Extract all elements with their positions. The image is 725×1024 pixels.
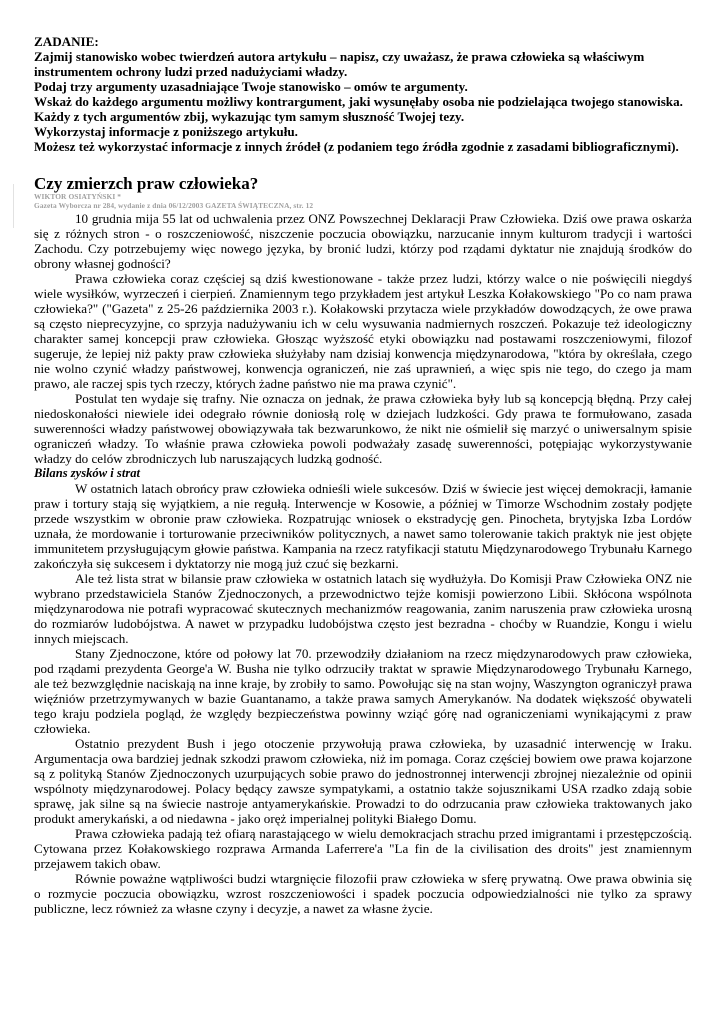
paragraph: Prawa człowieka padają też ofiarą narastającego w wielu demokracjach strachu przed imigrantami i przestępczością. Cytowana przez Kołakowskiego rozprawa Armanda Laferrere'a "La fin de la civilisation des droits" jest znamiennym przejawem takich obaw.: [34, 826, 692, 872]
article: [34, 174, 692, 916]
task-line-4: Każdy z tych argumentów zbij, wykazując tym samym słuszność Twojej tezy.: [34, 109, 465, 124]
paragraph: Postulat ten wydaje się trafny. Nie oznacza on jednak, że prawa człowieka były lub są koncepcją błędną. Przy całej niedoskonałości niewiele idei odegrało równie doniosłą rolę w dziejach ludzkości. Gdy prawa te formułowano, zasada suwerenności władzy państwowej obowiązywała tak bezwarunkowo, że nikt nie ośmielił się marzyć o uniwersalnym spisie ograniczeń władzy. To właśnie prawa człowieka powoli podważały zasadę suwerenności, potępiając wykorzystywanie władzy do celów zbrodniczych lub naruszających ludzką godność.: [34, 391, 692, 467]
article-source: Gazeta Wyborcza nr 284, wydanie z dnia 06/12/2003 GAZETA ŚWIĄTECZNA, str. 12: [34, 200, 314, 210]
document-page: [34, 34, 692, 916]
paragraph: Równie poważne wątpliwości budzi wtargnięcie filozofii praw człowieka w sferę prywatną. Owe prawa obwinia się o rozmycie poczucia obowiązku, wzrost roszczeniowości i spadek poczucia odpowiedzialności nie tylko za sprawy publiczne, lecz również za własne czyny i decyzje, a nawet za własne życie.: [34, 871, 692, 917]
task-line-6: Możesz też wykorzystać informacje z innych źródeł (z podaniem tego źródła zgodnie z zasadami bibliograficznymi).: [34, 139, 679, 154]
paragraph: Stany Zjednoczone, które od połowy lat 70. przewodziły działaniom na rzecz międzynarodowych praw człowieka, pod rządami prezydenta George'a W. Busha nie tylko odrzuciły traktat w sprawie Międzynarodowego Trybunału Karnego, ale też bezwzględnie naciskają na inne kraje, by zrobiły to samo. Powołując się na stan wojny, Waszyngton ograniczył prawa więźniów przetrzymywanych w bazie Guantanamo, a także prawa samych Amerykanów. Na dodatek większość obywateli tego kraju podziela pogląd, że względy bezpieczeństwa powinny wziąć górę nad ograniczeniami wynikającymi z praw człowieka.: [34, 646, 692, 737]
article-body: [34, 211, 692, 916]
task-line-3: Wskaż do każdego argumentu możliwy kontrargument, jaki wysunęłaby osoba nie podzielająca twojego stanowiska.: [34, 94, 683, 109]
task-section: [34, 34, 692, 154]
task-line-1: Zajmij stanowisko wobec twierdzeń autora artykułu – napisz, czy uważasz, że prawa człowieka są właściwym instrumentem ochrony ludzi przed nadużyciami władzy.: [34, 49, 645, 79]
task-heading: ZADANIE:: [34, 34, 99, 49]
margin-mark: [13, 184, 14, 228]
paragraph: Prawa człowieka coraz częściej są dziś kwestionowane - także przez ludzi, którzy walce o nie poświęcili niegdyś wiele wysiłków, wyrzeczeń i cierpień. Znamiennym tego przykładem jest artykuł Leszka Kołakowskiego "Po co nam prawa człowieka?" ("Gazeta" z 25-26 października 2003 r.). Kołakowski przytacza wiele przykładów dowodzących, że owe prawa są często nieprecyzyjne, co sprzyja nadużywaniu ich w celu wysuwania nadmiernych roszczeń. Pokazuje też ideologiczny charakter samej koncepcji praw człowieka. Głosząc wyższość etyki obowiązku nad postawami roszczeniowymi, filozof sugeruje, że lepiej niż pakty praw człowieka służyłaby nam dzisiaj konwencja międzynarodowa, "która by określała, czego nie wolno czynić władzy państwowej, konwencja ograniczeń, nie zaś uprawnień, a więc spis nie tego, do czego ja mam prawo, ale raczej spis tych rzeczy, których żadne państwo nie ma prawa czynić".: [34, 271, 692, 392]
paragraph: 10 grudnia mija 55 lat od uchwalenia przez ONZ Powszechnej Deklaracji Praw Człowieka. Dziś owe prawa oskarża się z różnych stron - o roszczeniowość, niszczenie poczucia obowiązku, narzucanie innym kulturom tradycji i wartości Zachodu. Czy potrzebujemy więc nowego języka, by bronić ludzi, którzy pod rządami dyktatur nie znajdują środków do obrony własnej godności?: [34, 211, 692, 272]
task-line-2: Podaj trzy argumenty uzasadniające Twoje stanowisko – omów te argumenty.: [34, 79, 468, 94]
section-subheading: Bilans zysków i strat: [34, 466, 141, 481]
article-title: Czy zmierzch praw człowieka?: [34, 174, 259, 193]
paragraph: Ostatnio prezydent Bush i jego otoczenie przywołują prawa człowieka, by uzasadnić interwencję w Iraku. Argumentacja owa bardziej jednak szkodzi prawom człowieka, niż im pomaga. Coraz częściej bowiem owe prawa kojarzone są z polityką Stanów Zjednoczonych uzurpujących sobie prawo do jednostronnej interwencji zbrojnej niezależnie od opinii wspólnoty międzynarodowej. Polacy będący zawsze sympatykami, a ostatnio także sojusznikami USA rzadko zdają sobie sprawę, jak silne są na świecie nastroje antyamerykańskie. Prowadzi to do odrzucania praw człowieka traktowanych jako produkt amerykański, a od niedawna - jako oręż imperialnej polityki Białego Domu.: [34, 736, 692, 827]
paragraph: W ostatnich latach obrońcy praw człowieka odnieśli wiele sukcesów. Dziś w świecie jest więcej demokracji, łamanie praw i tortury stają się wyjątkiem, a nie regułą. Interwencje w Kosowie, a później w Timorze Wschodnim zostały podjęte przede wszystkim w obronie praw człowieka. Rozpatrując wniosek o ekstradycję gen. Pinocheta, brytyjska Izba Lordów uznała, że mordowanie i torturowanie przeciwników politycznych, a nawet samo tolerowanie takich praktyk nie jest objęte immunitetem przysługującym głowie państwa. Kampania na rzecz ratyfikacji statutu Międzynarodowego Trybunału Karnego zakończyła się sukcesem i dyktatorzy nie mogą już czuć się bezkarni.: [34, 481, 692, 572]
paragraph: Ale też lista strat w bilansie praw człowieka w ostatnich latach się wydłużyła. Do Komisji Praw Człowieka ONZ nie wybrano przedstawiciela Stanów Zjednoczonych, a przewodnictwo tejże komisji powierzono Libii. Skłócona wspólnota międzynarodowa nie potrafi wypracować skutecznych mechanizmów reagowania, zanim naruszenia praw człowieka urosną do rozmiarów ludobójstwa. A nawet w przypadku ludobójstwa często jest bezradna - choćby w Ruandzie, Kongu i wielu innych miejscach.: [34, 571, 692, 647]
task-line-5: Wykorzystaj informacje z poniższego artykułu.: [34, 124, 298, 139]
article-author: WIKTOR OSIATYŃSKI *: [34, 192, 122, 201]
